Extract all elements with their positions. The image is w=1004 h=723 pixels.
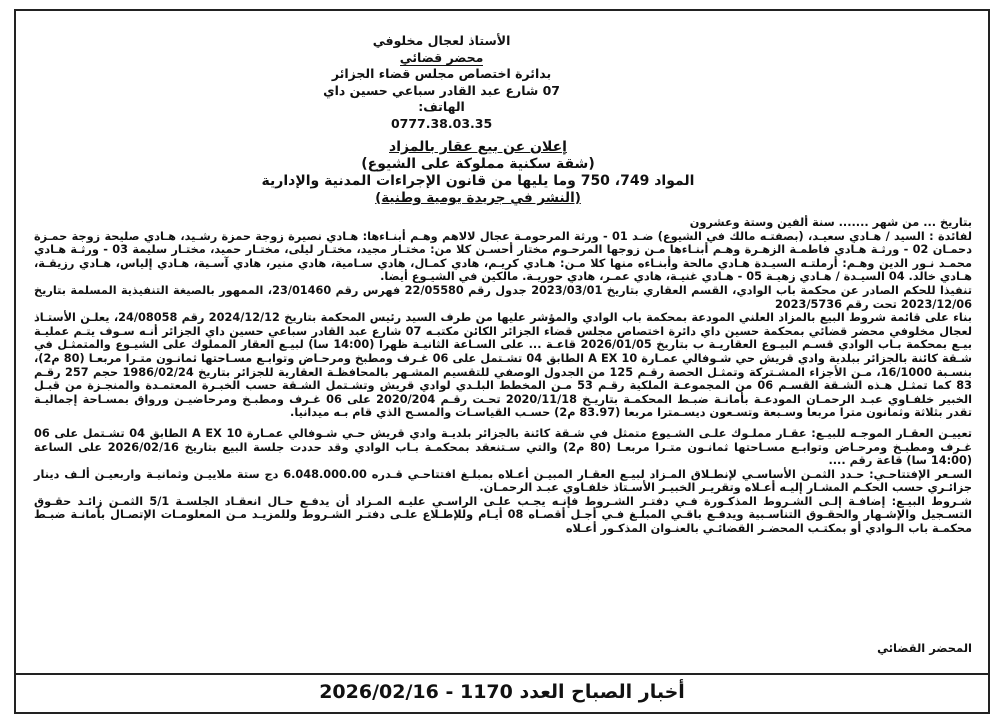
bailiff-header — [323, 33, 560, 132]
notice-titles — [253, 139, 703, 207]
notice-body — [34, 216, 972, 536]
bailiff-phone-line — [323, 99, 560, 116]
notice-subtitle: (شقة سكنية مملوكة على الشيوع) — [361, 156, 595, 172]
footer-divider — [16, 673, 988, 675]
beneficiary-paragraph: لفائدة : السيد / هـادي سعيـد، (بصفتـه مالك في الشيوع) ضـد 01 - ورثة المرحومـة عجال لالاهم وهـم أبنـاءها: هـادي نصيرة زوجة حمزة رشـيد، هـادي صليحة زوجة حمـزة دحمـان 02 - ورثـة هـادي فاطمـة الزهـرة وهـم أبنـاءها مـن زوجها المرحـوم مختار أحسـن كلا من: مختـار مجيد، مختـار ليلى، مختـار حميد، مختـار سليمة 03 - ورثـة هـادي محمـد نـور الدين وهـم: أرملتـه السيـدة هـادي مالحة وأبنـاءه منها كلا مـن: هـادي كريـم، هادي كمـال، هادي سـامية، هادي منير، هادي آسـية، هـادي إلياس، هـادي رزيقـة، هـادي خالد. 04 السيـدة / هـادي زهيـة 05 - هـادي غنيـة، هادي عمـر، هادي حوريـة. مالكين في الشيـوع أيضا. — [34, 229, 972, 284]
phone-number: 0777.38.03.35 — [390, 115, 493, 131]
bailiff-address: 07 شارع عبد القادر سباعي حسين داي — [323, 82, 560, 98]
sale-conditions-paragraph: شـروط البيـع: إضافـة إلـى الشـروط المذكـورة فـي دفتـر الشـروط فإنـه يجـب علـى الراسـي عليـه المـزاد أن يدفـع حـال انعقـاد الجلسـة 5/1 الثمـن زائـد حقـوق التسـجيل والإشـهار والحقـوق التناسـبية ويدفـع باقـي المبلـغ فـي أجـل أقصـاه 08 أيـام وللإطـلاع علـى دفتـر الشـروط وللمزيـد مـن المعلومـات الإتصـال بأمانـة ضبـط محكمـة باب الـوادي أو بمكتـب المحضـر القضائـي بالعنـوان المذكـور أعـلاه — [34, 494, 973, 536]
bailiff-title: محضر قضائي — [399, 49, 484, 65]
notice-title: إعلان عن بيع عقار بالمزاد — [389, 139, 567, 155]
notice-page — [14, 9, 990, 714]
bailiff-jurisdiction: بدائرة اختصاص مجلس قضاء الجزائر — [331, 66, 552, 81]
publication-note: (النشر في جريدة يومية وطنية) — [375, 190, 581, 206]
phone-label: الهاتف: — [418, 99, 465, 114]
opening-price-paragraph: السـعر الإفتتاحـي: حـدد الثمـن الأساسـي لإنطـلاق المـزاد لبيـع العقـار المبيـن أعـلاه بمبلـغ افتتاحـي قـدره 6.048.000.00 دج ستة ملاييـن وثمانيـة واربعيـن ألـف دينار جزائـري حسب الحكـم المشـار إليـه أعـلاه وتقريـر الخبيـر الأسـتاذ خلفـاوي عبـد الرحمـان. — [34, 467, 972, 495]
date-line: بتاريخ ... من شهر ....... سنة ألفين وستة وعشرون — [689, 216, 972, 229]
bailiff-name: الأستاذ لعجال مخلوفي — [372, 33, 511, 48]
judgment-paragraph: تنفيذا للحكم الصادر عن محكمة باب الوادي، القسم العقاري بتاريخ 2023/03/01 جدول رقم 22/05580 فهرس رقم 23/01460، الممهور بالصيغة التنفيذية المسلمة بتاريخ 2023/12/06 تحت رقم 2023/5736 — [34, 283, 972, 311]
signature: المحضر القضائي — [877, 641, 972, 655]
legal-articles: المواد 749، 750 وما يليها من قانون الإجراءات المدنية والإدارية — [261, 173, 695, 189]
sale-announcement-paragraph: بناء على قائمة شروط البيع بالمزاد العلني المودعة بمحكمة باب الوادي والمؤشر عليها من طرف السيد رئيس المحكمة بتاريخ 2024/12/12 رقم 24/08058، يعلـن الأستـاذ لعجال مخلوفي محضر قضائي بمحكمة حسين داي دائرة اختصاص مجلس قضاء الجزائر الكائن مكتبـه 07 شارع عبد القادر سباعي حسين داي الجزائر أنـه سـوف يتـم عمليـة بيـع بمحكمة بـاب الوادي قسـم البيـوع العقاريـة ب بتاريخ 2026/01/05 قاعـة ... على السـاعة الثانيـة ظهرا (14:00 سا) لبيـع العقار المملوك على الشيـوع والمتمثـل في شـقة كائنة بالجزائر ببلدية وادي قريش حي شـوفالي عمـارة 10 A EX الطابق 04 تشـتمل على 06 غـرف ومطبخ ومرحـاض وتوابـع مسـاحتها ثمانـون متـرا مربعـا (80 م2)، بنسـبة 16/1000، مـن الأجزاء المشـتركة وتمثـل الحصة رقـم 125 من الجدول الوصفي للتقسيم المشـهر بالمحافظـة العقارية للجزائر بتاريخ 1986/02/24 حجم 257 رقـم 83 كما تمثـل هـذه الشـقة القسـم 06 من المجموعـة الملكية رقـم 53 مـن المخطط البلـدي لوادي قريش وتشـتمل الشـقة حسب الخبـرة المعتمـدة والمنجـزة من قبـل الخبير خلفـاوي عبـد الرحمـان المودعـة بأمانـة ضبـط المحكمـة بتاريـخ 2020/11/18 تحـت رقـم 2020/204 على 06 غـرف ومطبـخ ومرحاضيـن ورواق بمسـاحة إجماليـة تقدر بثلاثة وثمانون مترا مربعا وسـبعة وتسـعون ديسـمترا مربعا (83.97 م2) حسـب القياسـات والمسـح الذي قام بـه ميدانيا. — [34, 311, 973, 420]
property-designation-paragraph: تعييـن العقـار الموجـه للبيـع: عقـار مملـوك علـى الشـيوع متمثل في شـقة كائنة بالجزائر بلديـة وادي قريش حـي شـوفالي عمـارة 10 A EX الطابق 04 تشـتمل على 06 غـرف ومطبـخ ومرحـاض وتوابـع مسـاحتها ثمانـون متـرا مربعـا (80 م2) والتي سـتنعقد بمحكمـة بـاب الوادي وقد حددت جلسة البيع بتاريخ 2026/02/16 على الساعة (14:00 سا) قاعة رقم .... — [34, 426, 972, 468]
newspaper-footer: أخبار الصباح العدد 1170 - 2026/02/16 — [319, 681, 685, 703]
